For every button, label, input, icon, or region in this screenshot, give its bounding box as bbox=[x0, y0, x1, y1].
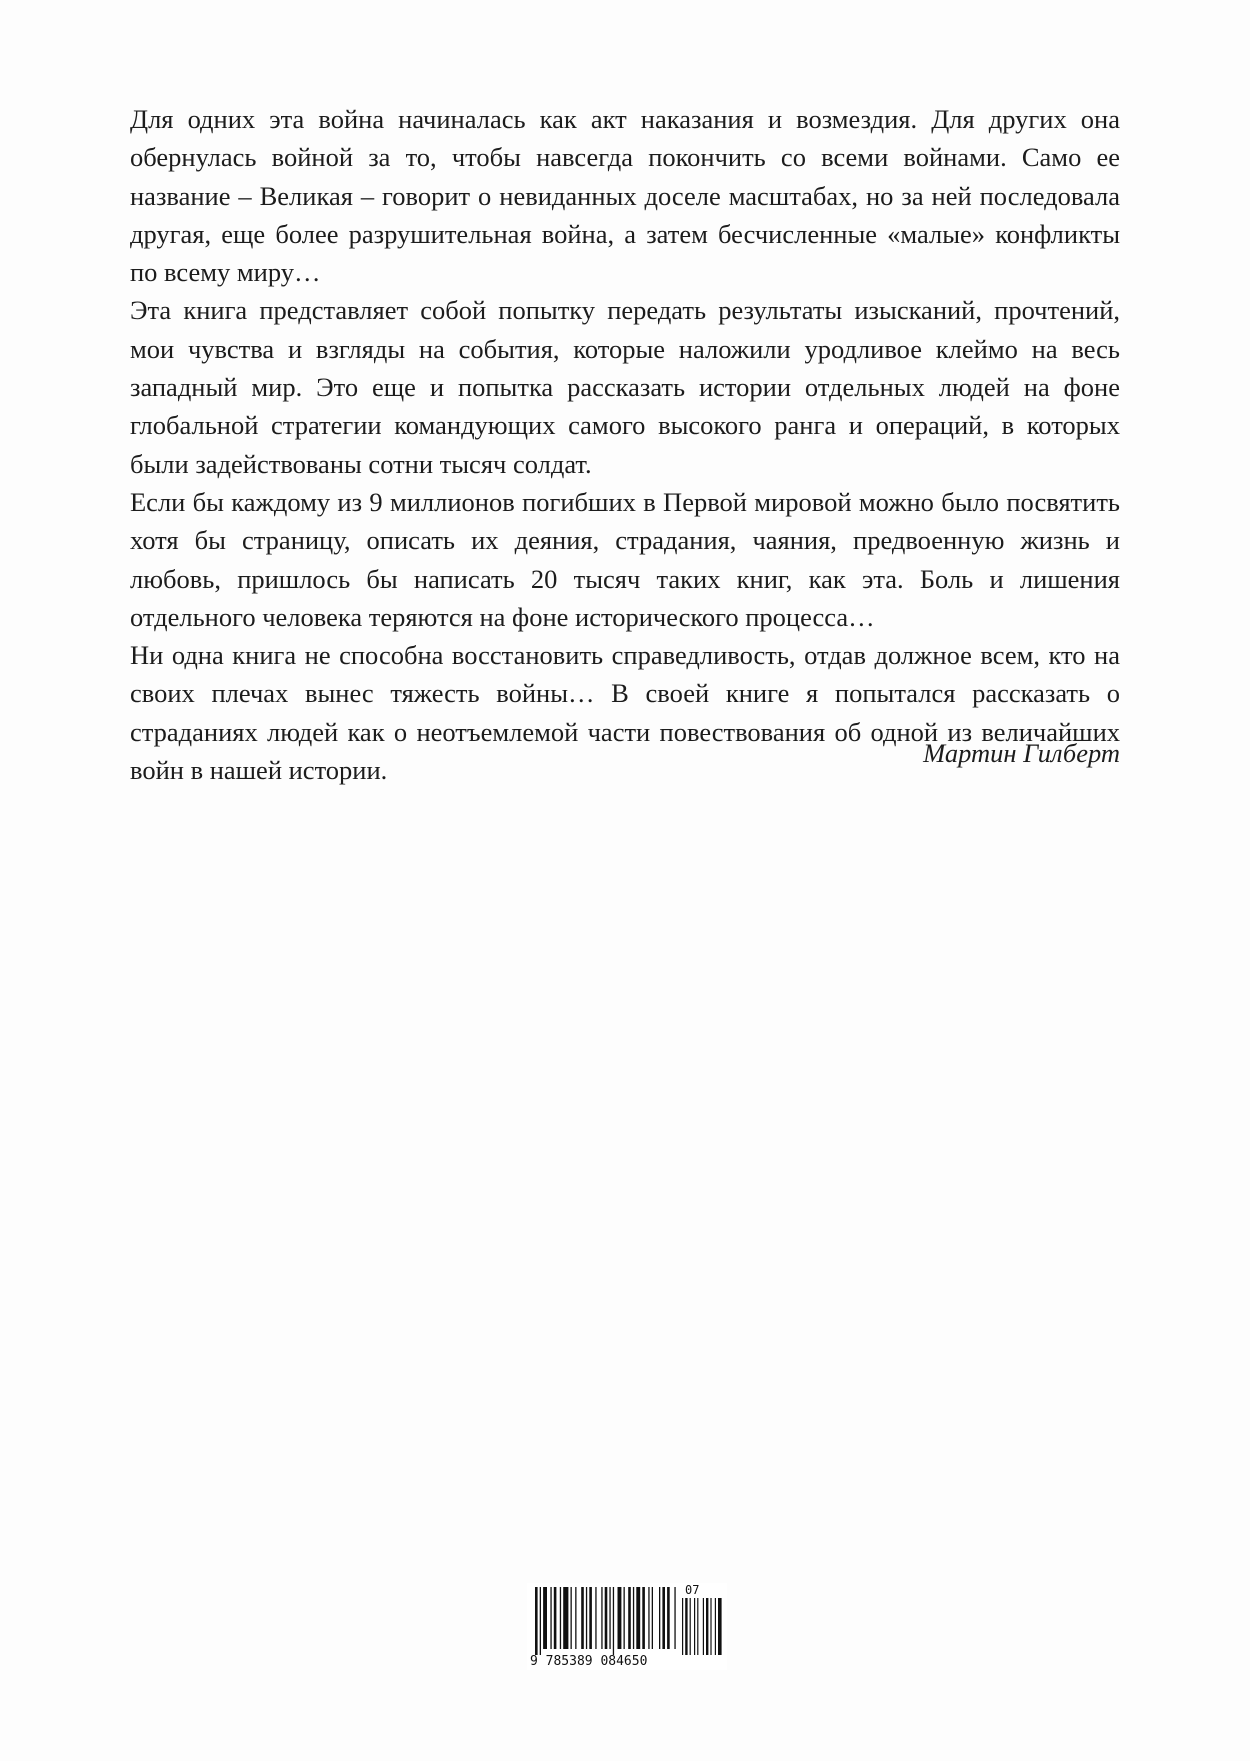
barcode-bar bbox=[618, 1587, 622, 1649]
barcode-bar bbox=[586, 1587, 587, 1649]
barcode-bar bbox=[550, 1587, 551, 1649]
barcode-bar bbox=[674, 1587, 675, 1649]
barcode-bar bbox=[624, 1587, 625, 1649]
barcode-bar bbox=[652, 1587, 653, 1649]
barcode-bar bbox=[642, 1587, 645, 1649]
barcode-bar bbox=[648, 1587, 649, 1649]
barcode-bar bbox=[575, 1587, 576, 1649]
barcode-addon-bar bbox=[710, 1598, 711, 1655]
barcode-addon-bar bbox=[697, 1598, 698, 1655]
barcode-graphic bbox=[527, 1583, 727, 1670]
barcode-addon-bar bbox=[715, 1598, 716, 1655]
barcode-bar bbox=[560, 1587, 561, 1649]
barcode-addon-bars bbox=[682, 1598, 722, 1655]
barcode-bar bbox=[543, 1587, 547, 1649]
barcode-bar bbox=[589, 1587, 592, 1649]
barcode-bar bbox=[535, 1587, 538, 1655]
barcode-bar bbox=[662, 1587, 665, 1649]
isbn-barcode bbox=[527, 1583, 727, 1670]
barcode-addon-bar bbox=[694, 1598, 695, 1655]
author-signature: Мартин Гилберт bbox=[923, 738, 1120, 768]
barcode-addon-bar bbox=[703, 1598, 704, 1655]
barcode-bar bbox=[554, 1587, 557, 1649]
barcode-bar bbox=[605, 1587, 608, 1649]
barcode-bar bbox=[659, 1587, 660, 1649]
barcode-bar bbox=[667, 1587, 670, 1649]
barcode-digits: 9 785389 084650 bbox=[530, 1654, 648, 1669]
barcode-bar bbox=[628, 1587, 631, 1649]
barcode-bar bbox=[633, 1587, 634, 1649]
barcode-addon-bar bbox=[685, 1598, 687, 1655]
barcode-addon-bar bbox=[718, 1598, 722, 1655]
barcode-addon-digits: 07 bbox=[685, 1583, 700, 1597]
paragraph-3: Если бы каждому из 9 миллионов погибших в Первой мировой можно было посвятить хотя бы страницу, описать их деяния, страдания, чаяния, предвоенную жизнь и любовь, пришлось бы написать 20 тысяч таких книг, как эта. Боль и лишения отдельного человека теряются на фоне исторического процесса… bbox=[130, 486, 1120, 632]
barcode-addon-bar bbox=[706, 1598, 708, 1655]
barcode-bar bbox=[581, 1587, 584, 1649]
paragraph-2: Эта книга представляет собой попытку передать результаты изысканий, прочтений, мои чувства и взгляды на события, которые наложили уродливое клеймо на весь западный мир. Это еще и попытка рассказать истории отдельных людей на фоне глобальной стратегии командующих самого высокого ранга и операций, в которых были задействованы сотни тысяч солдат. bbox=[130, 295, 1120, 479]
annotation-text bbox=[130, 100, 1120, 789]
barcode-bar bbox=[571, 1587, 572, 1649]
barcode-bar bbox=[636, 1587, 640, 1649]
barcode-bars bbox=[535, 1587, 676, 1655]
barcode-bar bbox=[595, 1587, 596, 1649]
barcode-addon-bar bbox=[682, 1598, 683, 1655]
barcode-bar bbox=[609, 1587, 610, 1649]
barcode-bar bbox=[601, 1587, 602, 1649]
barcode-bar bbox=[563, 1587, 568, 1649]
barcode-bar bbox=[613, 1587, 614, 1655]
barcode-addon-bar bbox=[690, 1598, 691, 1655]
paragraph-1: Для одних эта война начиналась как акт наказания и возмездия. Для других она обернулась войной за то, чтобы навсегда покончить со всеми войнами. Само ее название – Великая – говорит о невиданных доселе масштабах, но за ней последовала другая, еще более разрушительная война, а затем бесчисленные «малые» конфликты по всему миру… bbox=[130, 104, 1120, 288]
paragraph-4: Ни одна книга не способна восстановить справедливость, отдав должное всем, кто на своих плечах вынес тяжесть войны… В своей книге я попытался рассказать о страданиях людей как о неотъемлемой части повествования об одной из величайших войн в нашей истории. bbox=[130, 640, 1120, 786]
barcode-bar bbox=[540, 1587, 541, 1655]
